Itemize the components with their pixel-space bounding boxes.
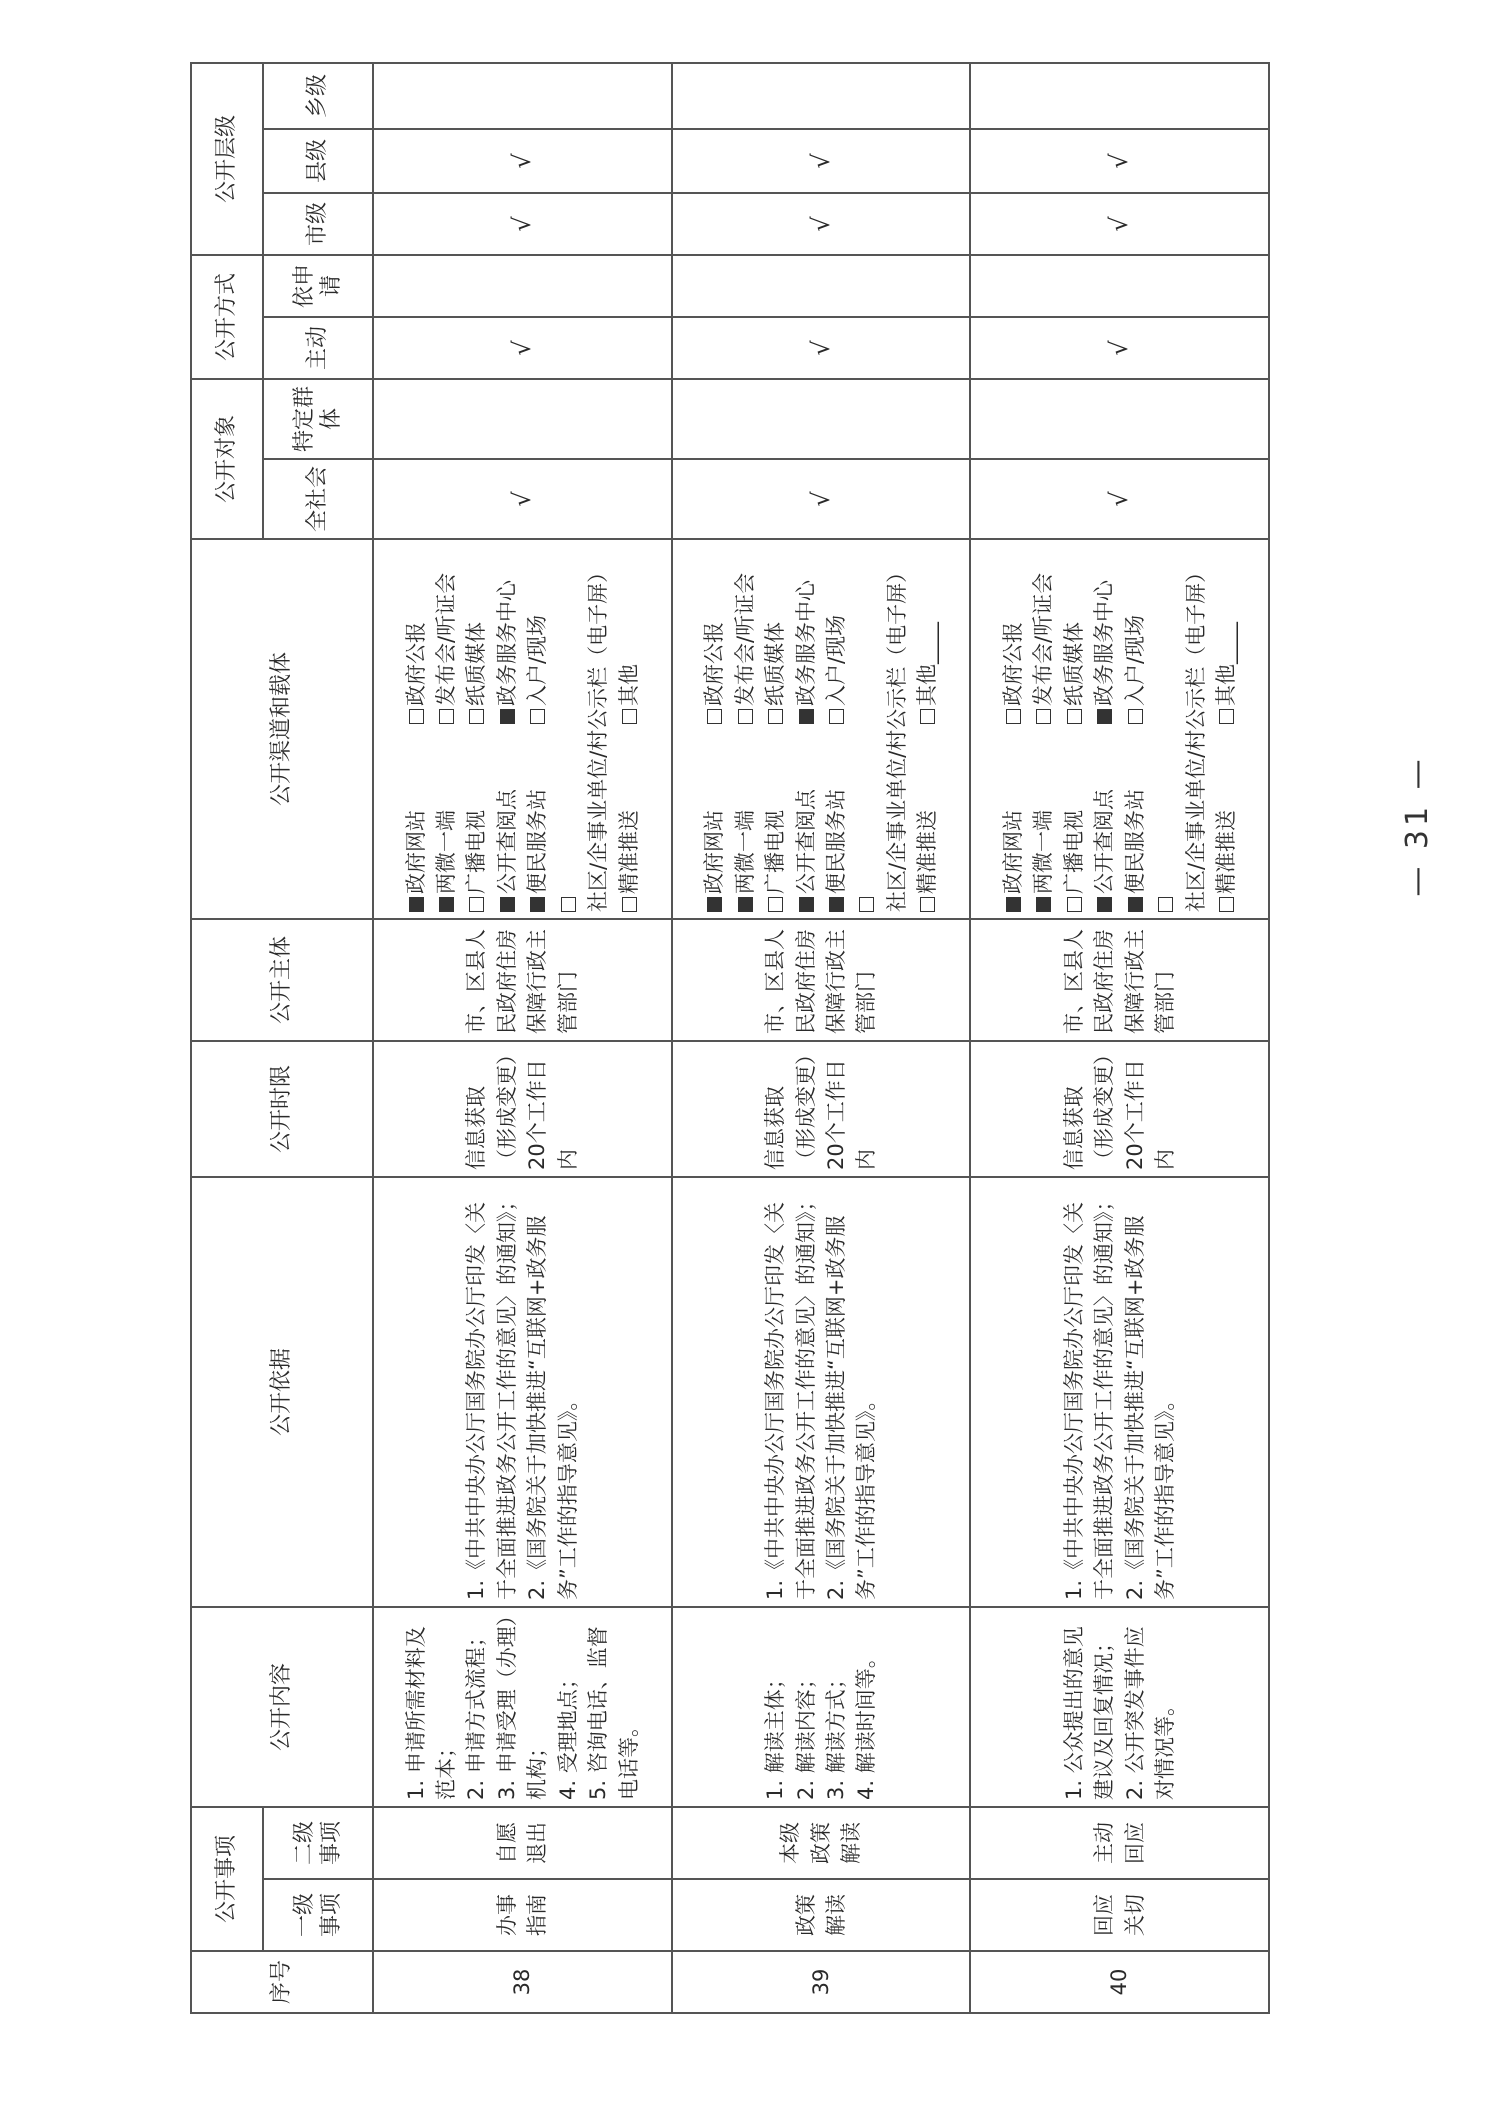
row-level1: 回应关切	[970, 1879, 1269, 1951]
channel-label: 政务服务中心	[494, 579, 519, 706]
unchecked-box-icon	[1219, 897, 1234, 912]
channel-option	[522, 734, 552, 912]
unchecked-box-icon	[1219, 709, 1234, 724]
channel-label: 公开查阅点	[793, 788, 818, 894]
checked-box-icon	[1036, 897, 1051, 912]
unchecked-box-icon	[829, 709, 844, 724]
unchecked-box-icon	[1067, 709, 1082, 724]
table-row	[970, 63, 1269, 2013]
channel-label: 两微一端	[434, 809, 459, 894]
channel-option	[730, 734, 760, 912]
unchecked-box-icon	[768, 709, 783, 724]
channel-option	[401, 546, 431, 724]
header-row-1	[191, 63, 263, 2013]
channel-label: 其他	[616, 663, 641, 706]
channel-label: 广播电视	[464, 809, 489, 894]
header-level-town: 乡级	[263, 63, 373, 129]
channel-option	[1150, 546, 1211, 912]
unchecked-box-icon	[920, 709, 935, 724]
unchecked-box-icon	[561, 897, 576, 912]
header-basis: 公开依据	[191, 1177, 373, 1607]
content-line: 4. 受理地点；	[555, 1668, 580, 1800]
basis-line: 2.《国务院关于加快推进“互联网+政务服务”工作的指导意见》。	[525, 1215, 580, 1600]
channel-label: 政府网站	[1000, 809, 1025, 894]
channel-label: 入户/现场	[823, 614, 848, 706]
basis-line: 2.《国务院关于加快推进“互联网+政务服务”工作的指导意见》。	[1122, 1215, 1178, 1600]
header-level-city: 市级	[263, 193, 373, 255]
checked-box-icon	[439, 897, 454, 912]
channel-label: 两微一端	[1031, 809, 1056, 894]
unchecked-box-icon	[1158, 897, 1173, 912]
mark-level-county: √	[970, 129, 1269, 193]
unchecked-box-icon	[469, 709, 484, 724]
row-content	[373, 1607, 672, 1807]
content-line: 1. 解读主体；	[763, 1668, 788, 1800]
channel-option	[492, 546, 522, 724]
channel-label: 精准推送	[616, 809, 641, 894]
channel-option	[461, 546, 491, 724]
content-line: 3. 申请受理（办理）机构；	[494, 1615, 550, 1800]
mark-target-all: √	[970, 459, 1269, 539]
channel-label: 政务服务中心	[1092, 579, 1117, 706]
channel-option	[1120, 734, 1150, 912]
channel-option	[791, 734, 821, 912]
unchecked-box-icon	[1006, 709, 1021, 724]
row-level1: 政策解读	[672, 1879, 971, 1951]
channel-label: 发布会/听证会	[732, 572, 757, 706]
header-level: 公开层级	[191, 63, 263, 255]
checked-box-icon	[799, 897, 814, 912]
channel-label: 发布会/听证会	[434, 572, 459, 706]
header-matter: 公开事项	[191, 1807, 263, 1951]
channel-label: 公开查阅点	[1092, 788, 1117, 894]
channel-label: 精准推送	[1213, 809, 1238, 894]
channel-option	[851, 546, 912, 912]
channel-option	[821, 546, 851, 724]
content-line: 2. 解读内容；	[793, 1668, 818, 1800]
channel-option	[522, 546, 552, 724]
channel-label: 入户/现场	[1122, 614, 1147, 706]
unchecked-box-icon	[469, 897, 484, 912]
row-channels	[970, 539, 1269, 919]
unchecked-box-icon	[622, 897, 637, 912]
mark-level-city: √	[373, 193, 672, 255]
row-channels	[373, 539, 672, 919]
mark-level-town	[373, 63, 672, 129]
checked-box-icon	[500, 897, 515, 912]
checked-box-icon	[707, 897, 722, 912]
mark-method-active: √	[672, 317, 971, 379]
checked-box-icon	[500, 709, 515, 724]
channel-option	[1059, 734, 1089, 912]
row-basis	[373, 1177, 672, 1607]
row-level2: 本级政策解读	[672, 1807, 971, 1879]
header-method-apply: 依申请	[263, 255, 373, 317]
checked-box-icon	[738, 897, 753, 912]
basis-line: 1.《中共中央办公厅国务院办公厅印发〈关于全面推进政务公开工作的意见〉的通知》；	[763, 1190, 818, 1600]
channel-label: 政务服务中心	[793, 579, 818, 706]
unchecked-box-icon	[707, 709, 722, 724]
mark-target-specific	[970, 379, 1269, 459]
row-basis	[970, 1177, 1269, 1607]
channel-option	[1211, 734, 1241, 912]
header-level2: 二级事项	[263, 1807, 373, 1879]
row-content	[970, 1607, 1269, 1807]
row-seq: 40	[970, 1951, 1269, 2013]
channel-option	[401, 734, 431, 912]
header-method: 公开方式	[191, 255, 263, 379]
channel-option	[1028, 734, 1058, 912]
channel-label: 入户/现场	[525, 614, 550, 706]
checked-box-icon	[1006, 897, 1021, 912]
checked-box-icon	[530, 897, 545, 912]
channel-label: 便民服务站	[823, 788, 848, 894]
mark-target-all: √	[373, 459, 672, 539]
channel-option	[760, 546, 790, 724]
unchecked-box-icon	[738, 709, 753, 724]
content-line: 4. 解读时间等。	[854, 1647, 879, 1800]
checked-box-icon	[409, 897, 424, 912]
unchecked-box-icon	[439, 709, 454, 724]
channel-label: 社区/企事业单位/村公示栏（电子屏）	[884, 561, 909, 912]
mark-level-city: √	[970, 193, 1269, 255]
unchecked-box-icon	[622, 709, 637, 724]
content-line: 1. 申请所需材料及范本；	[403, 1626, 459, 1800]
channel-label: 其他____	[1213, 621, 1238, 706]
unchecked-box-icon	[530, 709, 545, 724]
header-seq: 序号	[191, 1951, 373, 2013]
mark-target-specific	[373, 379, 672, 459]
disclosure-table	[190, 62, 1270, 2014]
header-target-specific: 特定群体	[263, 379, 373, 459]
channel-option	[1120, 546, 1150, 724]
page-number: — 31 —	[1400, 755, 1435, 897]
channel-option	[461, 734, 491, 912]
mark-method-active: √	[373, 317, 672, 379]
channel-option	[1211, 546, 1241, 724]
basis-line: 1.《中共中央办公厅国务院办公厅印发〈关于全面推进政务公开工作的意见〉的通知》；	[464, 1190, 519, 1600]
mark-level-county: √	[672, 129, 971, 193]
channel-label: 纸质媒体	[1061, 621, 1086, 706]
channel-option	[998, 546, 1028, 724]
table-row	[672, 63, 971, 2013]
header-channel: 公开渠道和载体	[191, 539, 373, 919]
channel-label: 政府公报	[1000, 621, 1025, 706]
channel-label: 政府网站	[403, 809, 428, 894]
unchecked-box-icon	[768, 897, 783, 912]
channel-label: 其他____	[915, 621, 940, 706]
channel-option	[614, 734, 644, 912]
header-time-limit: 公开时限	[191, 1041, 373, 1177]
channel-label: 政府公报	[403, 621, 428, 706]
unchecked-box-icon	[1036, 709, 1051, 724]
channel-label: 纸质媒体	[763, 621, 788, 706]
row-level1: 办事指南	[373, 1879, 672, 1951]
mark-target-specific	[672, 379, 971, 459]
channel-option	[492, 734, 522, 912]
channel-option	[730, 546, 760, 724]
channel-option	[699, 734, 729, 912]
channel-label: 政府公报	[702, 621, 727, 706]
table-row	[373, 63, 672, 2013]
header-method-active: 主动	[263, 317, 373, 379]
row-content	[672, 1607, 971, 1807]
channel-option	[1059, 546, 1089, 724]
header-level1: 一级事项	[263, 1879, 373, 1951]
channel-option	[760, 734, 790, 912]
mark-level-town	[672, 63, 971, 129]
header-content: 公开内容	[191, 1607, 373, 1807]
channel-option	[791, 546, 821, 724]
row-time-limit: 信息获取（形成变更）20个工作日内	[970, 1041, 1269, 1177]
channel-label: 纸质媒体	[464, 621, 489, 706]
row-subject: 市、区县人民政府住房保障行政主管部门	[672, 919, 971, 1041]
channel-label: 公开查阅点	[494, 788, 519, 894]
checked-box-icon	[1128, 897, 1143, 912]
row-seq: 38	[373, 1951, 672, 2013]
content-line: 2. 公开突发事件应对情况等。	[1122, 1626, 1178, 1800]
channel-option	[699, 546, 729, 724]
row-channels	[672, 539, 971, 919]
unchecked-box-icon	[1128, 709, 1143, 724]
mark-target-all: √	[672, 459, 971, 539]
content-line: 1. 公众提出的意见建议及回复情况；	[1061, 1626, 1117, 1800]
channel-label: 广播电视	[763, 809, 788, 894]
checked-box-icon	[829, 897, 844, 912]
unchecked-box-icon	[920, 897, 935, 912]
channel-option	[998, 734, 1028, 912]
row-time-limit: 信息获取（形成变更）20个工作日内	[373, 1041, 672, 1177]
row-seq: 39	[672, 1951, 971, 2013]
channel-label: 政府网站	[702, 809, 727, 894]
header-target-all: 全社会	[263, 459, 373, 539]
basis-line: 2.《国务院关于加快推进“互联网+政务服务”工作的指导意见》。	[823, 1215, 879, 1600]
channel-list	[998, 546, 1242, 912]
channel-option	[553, 546, 614, 912]
channel-option	[1089, 734, 1119, 912]
channel-option	[431, 546, 461, 724]
mark-method-apply	[373, 255, 672, 317]
checked-box-icon	[799, 709, 814, 724]
mark-level-city: √	[672, 193, 971, 255]
channel-label: 便民服务站	[1122, 788, 1147, 894]
header-target: 公开对象	[191, 379, 263, 539]
mark-level-town	[970, 63, 1269, 129]
channel-label: 精准推送	[915, 809, 940, 894]
channel-option	[912, 546, 942, 724]
basis-line: 1.《中共中央办公厅国务院办公厅印发〈关于全面推进政务公开工作的意见〉的通知》；	[1061, 1190, 1117, 1600]
row-subject: 市、区县人民政府住房保障行政主管部门	[970, 919, 1269, 1041]
channel-list	[699, 546, 943, 912]
channel-label: 发布会/听证会	[1031, 572, 1056, 706]
checked-box-icon	[1097, 897, 1112, 912]
header-subject: 公开主体	[191, 919, 373, 1041]
channel-list	[401, 546, 645, 912]
content-line: 5. 咨询电话、监督电话等。	[586, 1626, 641, 1800]
content-line: 3. 解读方式；	[823, 1668, 848, 1800]
channel-label: 便民服务站	[525, 788, 550, 894]
channel-label: 两微一端	[732, 809, 757, 894]
header-level-county: 县级	[263, 129, 373, 193]
channel-label: 社区/企事业单位/村公示栏（电子屏）	[586, 561, 611, 912]
row-basis	[672, 1177, 971, 1607]
channel-option	[614, 546, 644, 724]
channel-option	[431, 734, 461, 912]
unchecked-box-icon	[859, 897, 874, 912]
channel-option	[821, 734, 851, 912]
channel-label: 社区/企事业单位/村公示栏（电子屏）	[1183, 561, 1208, 912]
checked-box-icon	[1097, 709, 1112, 724]
content-line: 2. 申请方式流程；	[464, 1626, 489, 1800]
channel-option	[1028, 546, 1058, 724]
channel-label: 广播电视	[1061, 809, 1086, 894]
mark-method-active: √	[970, 317, 1269, 379]
mark-method-apply	[672, 255, 971, 317]
row-subject: 市、区县人民政府住房保障行政主管部门	[373, 919, 672, 1041]
unchecked-box-icon	[409, 709, 424, 724]
channel-option	[1089, 546, 1119, 724]
row-level2: 自愿退出	[373, 1807, 672, 1879]
channel-option	[912, 734, 942, 912]
mark-method-apply	[970, 255, 1269, 317]
row-time-limit: 信息获取（形成变更）20个工作日内	[672, 1041, 971, 1177]
row-level2: 主动回应	[970, 1807, 1269, 1879]
mark-level-county: √	[373, 129, 672, 193]
unchecked-box-icon	[1067, 897, 1082, 912]
